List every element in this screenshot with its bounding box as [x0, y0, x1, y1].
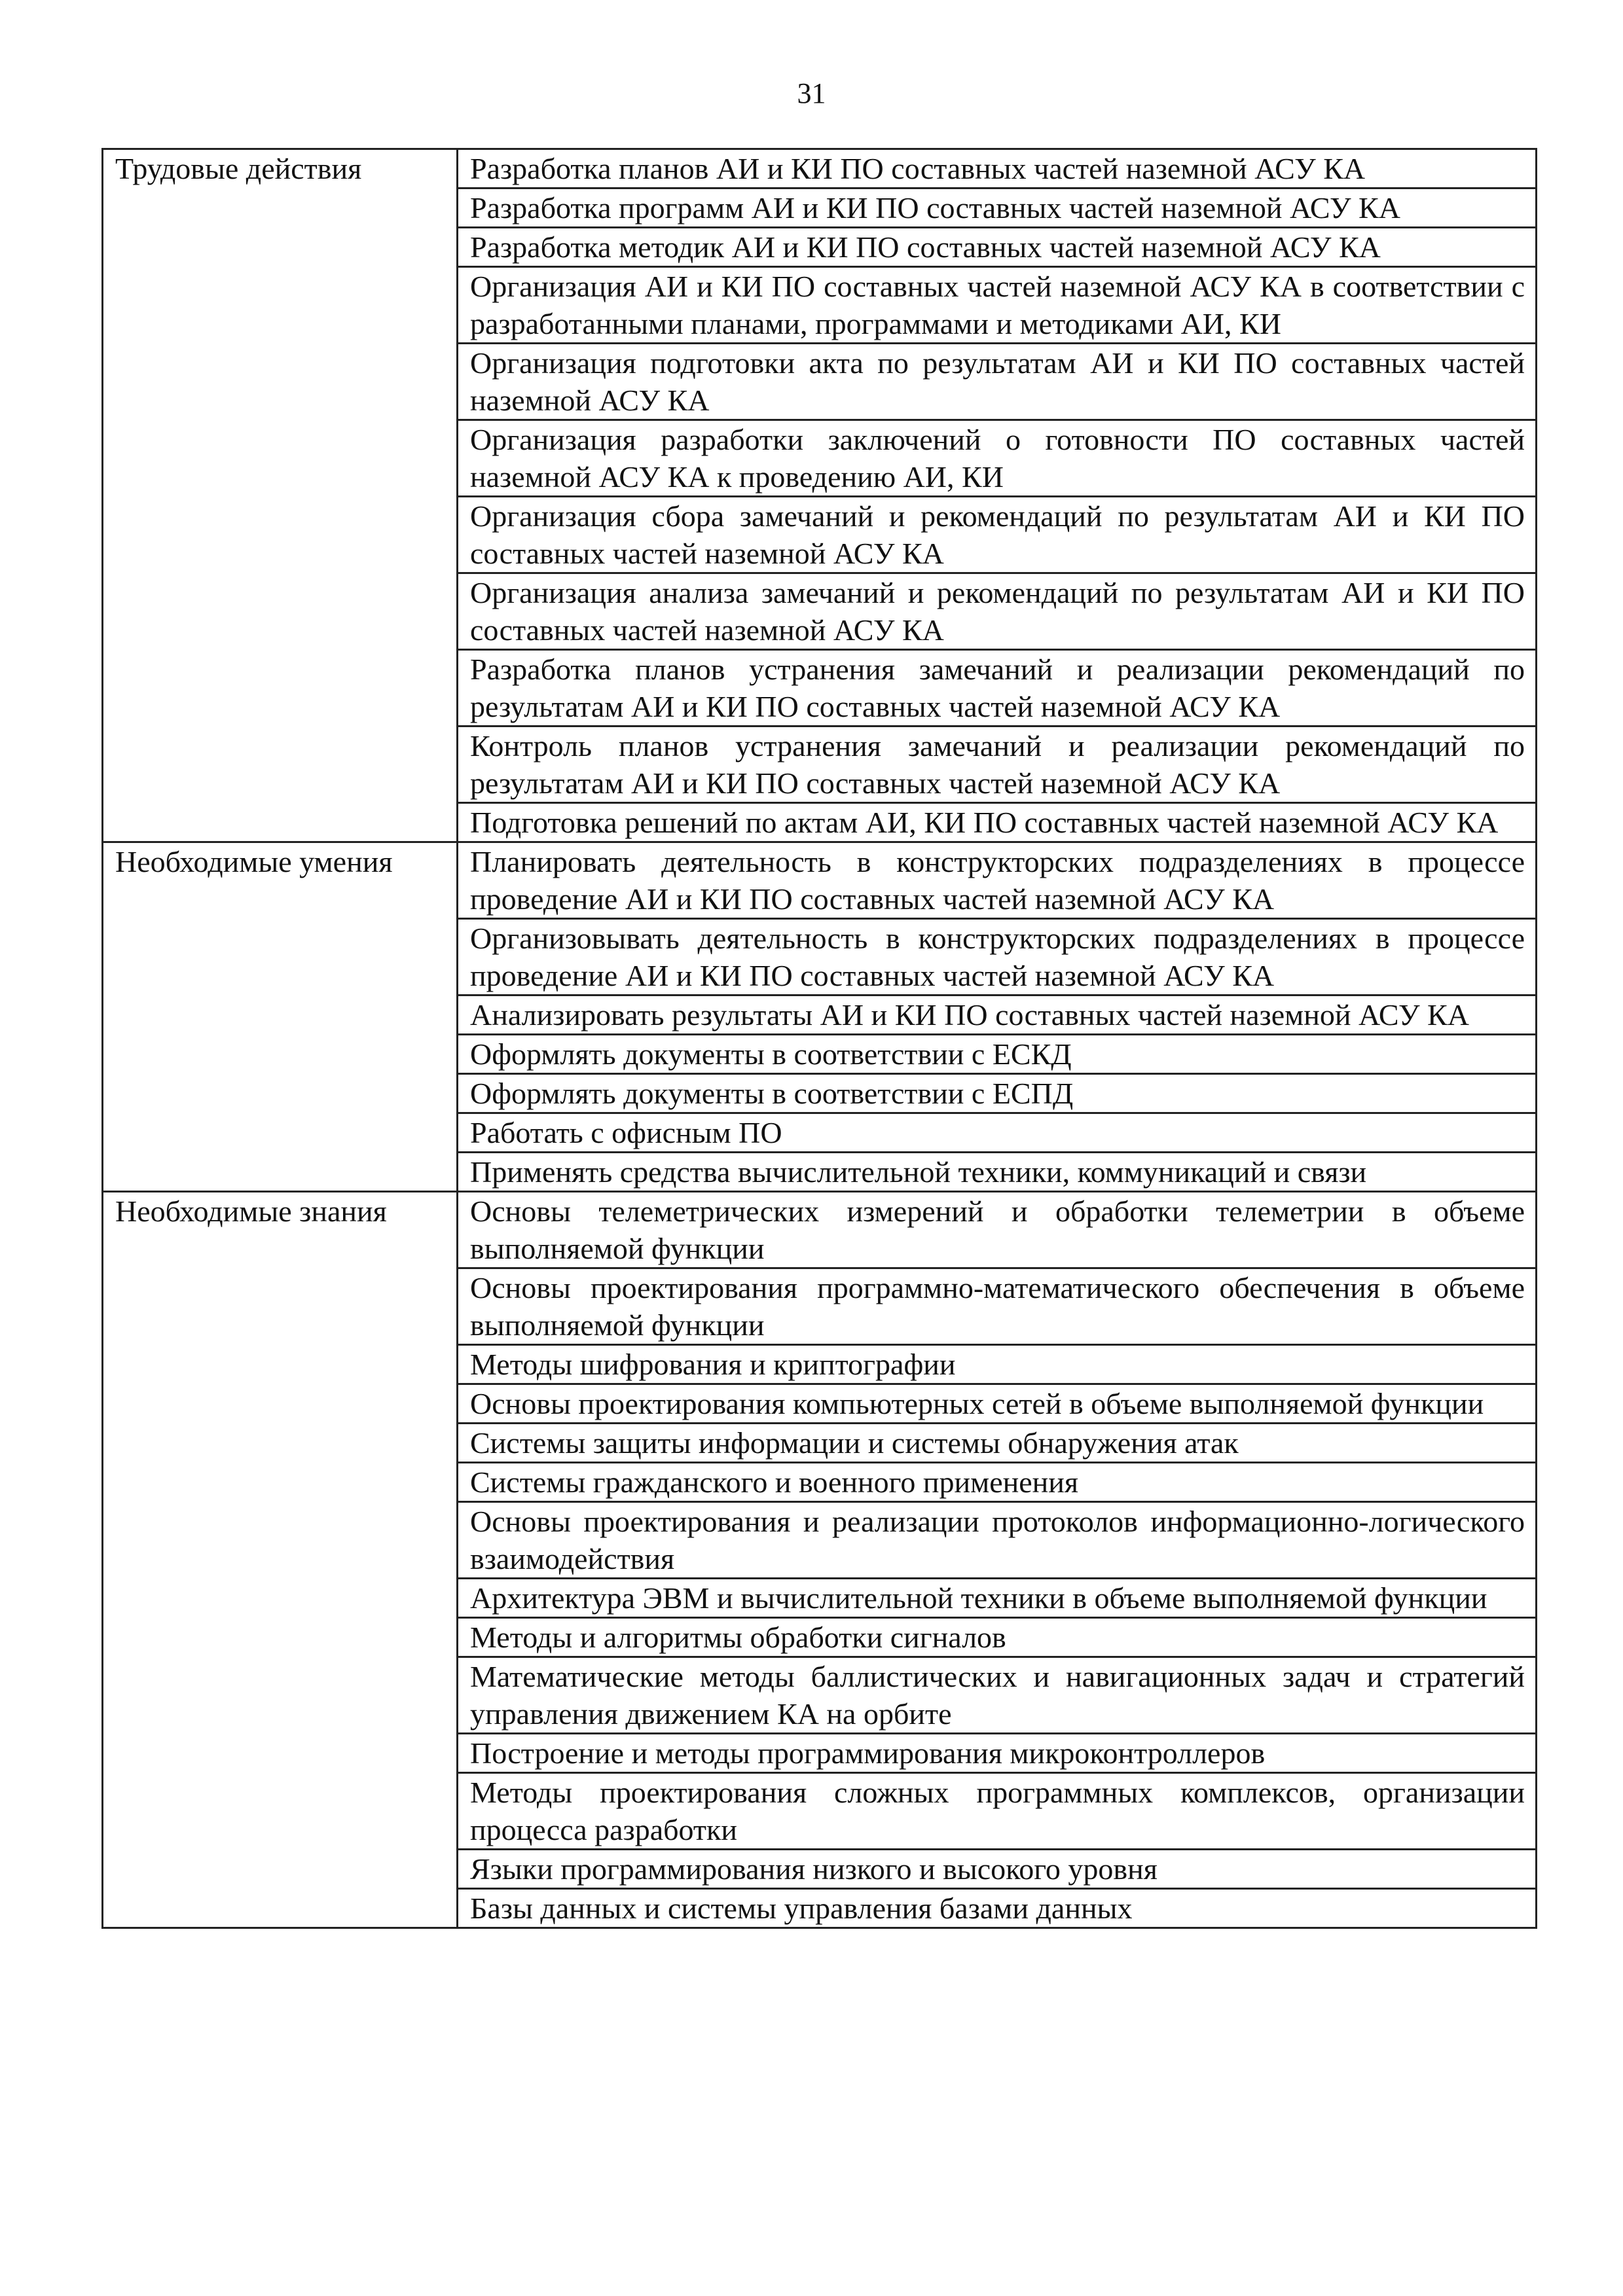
- table-cell-item: Организовывать деятельность в конструкторских подразделениях в процессе проведение АИ и КИ ПО составных частей наземной АСУ КА: [458, 919, 1537, 996]
- table-row: [103, 149, 1537, 188]
- table-cell-item: Построение и методы программирования микроконтроллеров: [458, 1734, 1537, 1773]
- table-cell-item: Оформлять документы в соответствии с ЕСПД: [458, 1074, 1537, 1113]
- table-cell-item: Организация АИ и КИ ПО составных частей наземной АСУ КА в соответствии с разработанными планами, программами и методиками АИ, КИ: [458, 267, 1537, 344]
- table-row: [103, 1192, 1537, 1268]
- table-cell-item: Организация разработки заключений о готовности ПО составных частей наземной АСУ КА к проведению АИ, КИ: [458, 420, 1537, 497]
- table-cell-item: Контроль планов устранения замечаний и реализации рекомендаций по результатам АИ и КИ ПО составных частей наземной АСУ КА: [458, 726, 1537, 803]
- table-cell-item: Организация подготовки акта по результатам АИ и КИ ПО составных частей наземной АСУ КА: [458, 344, 1537, 420]
- table-cell-item: Основы телеметрических измерений и обработки телеметрии в объеме выполняемой функции: [458, 1192, 1537, 1268]
- competency-table: [101, 148, 1537, 1929]
- table-cell-item: Системы гражданского и военного применения: [458, 1463, 1537, 1502]
- table-cell-item: Архитектура ЭВМ и вычислительной техники в объеме выполняемой функции: [458, 1579, 1537, 1618]
- table-body: [103, 149, 1537, 1928]
- table-row: [103, 842, 1537, 919]
- page-number: 31: [797, 77, 826, 109]
- table-cell-item: Планировать деятельность в конструкторских подразделениях в процессе проведение АИ и КИ ПО составных частей наземной АСУ КА: [458, 842, 1537, 919]
- table-cell-item: Работать с офисным ПО: [458, 1113, 1537, 1153]
- table-cell-item: Методы проектирования сложных программных комплексов, организации процесса разработки: [458, 1773, 1537, 1850]
- table-cell-item: Разработка методик АИ и КИ ПО составных частей наземной АСУ КА: [458, 228, 1537, 267]
- table-cell-item: Основы проектирования компьютерных сетей в объеме выполняемой функции: [458, 1384, 1537, 1424]
- table-cell-item: Разработка планов устранения замечаний и реализации рекомендаций по результатам АИ и КИ ПО составных частей наземной АСУ КА: [458, 650, 1537, 726]
- table-cell-item: Разработка планов АИ и КИ ПО составных частей наземной АСУ КА: [458, 149, 1537, 188]
- table-cell-item: Применять средства вычислительной техники, коммуникаций и связи: [458, 1153, 1537, 1192]
- table-cell-item: Подготовка решений по актам АИ, КИ ПО составных частей наземной АСУ КА: [458, 803, 1537, 842]
- table-cell-item: Основы проектирования программно-математического обеспечения в объеме выполняемой функции: [458, 1268, 1537, 1345]
- table-cell-item: Математические методы баллистических и навигационных задач и стратегий управления движением КА на орбите: [458, 1657, 1537, 1734]
- table-cell-item: Системы защиты информации и системы обнаружения атак: [458, 1424, 1537, 1463]
- table-cell-item: Основы проектирования и реализации протоколов информационно-логического взаимодействия: [458, 1502, 1537, 1579]
- table-cell-item: Методы шифрования и криптографии: [458, 1345, 1537, 1384]
- table-cell-item: Оформлять документы в соответствии с ЕСКД: [458, 1035, 1537, 1074]
- table-cell-item: Методы и алгоритмы обработки сигналов: [458, 1618, 1537, 1657]
- table-cell-item: Организация анализа замечаний и рекомендаций по результатам АИ и КИ ПО составных частей наземной АСУ КА: [458, 573, 1537, 650]
- table-cell-item: Разработка программ АИ и КИ ПО составных частей наземной АСУ КА: [458, 188, 1537, 228]
- table-cell-item: Анализировать результаты АИ и КИ ПО составных частей наземной АСУ КА: [458, 996, 1537, 1035]
- table-cell-item: Базы данных и системы управления базами данных: [458, 1889, 1537, 1928]
- table-cell-item: Языки программирования низкого и высокого уровня: [458, 1850, 1537, 1889]
- section-label-required-skills: Необходимые умения: [103, 842, 458, 1192]
- table-cell-item: Организация сбора замечаний и рекомендаций по результатам АИ и КИ ПО составных частей наземной АСУ КА: [458, 497, 1537, 573]
- section-label-labor-actions: Трудовые действия: [103, 149, 458, 842]
- section-label-required-knowledge: Необходимые знания: [103, 1192, 458, 1928]
